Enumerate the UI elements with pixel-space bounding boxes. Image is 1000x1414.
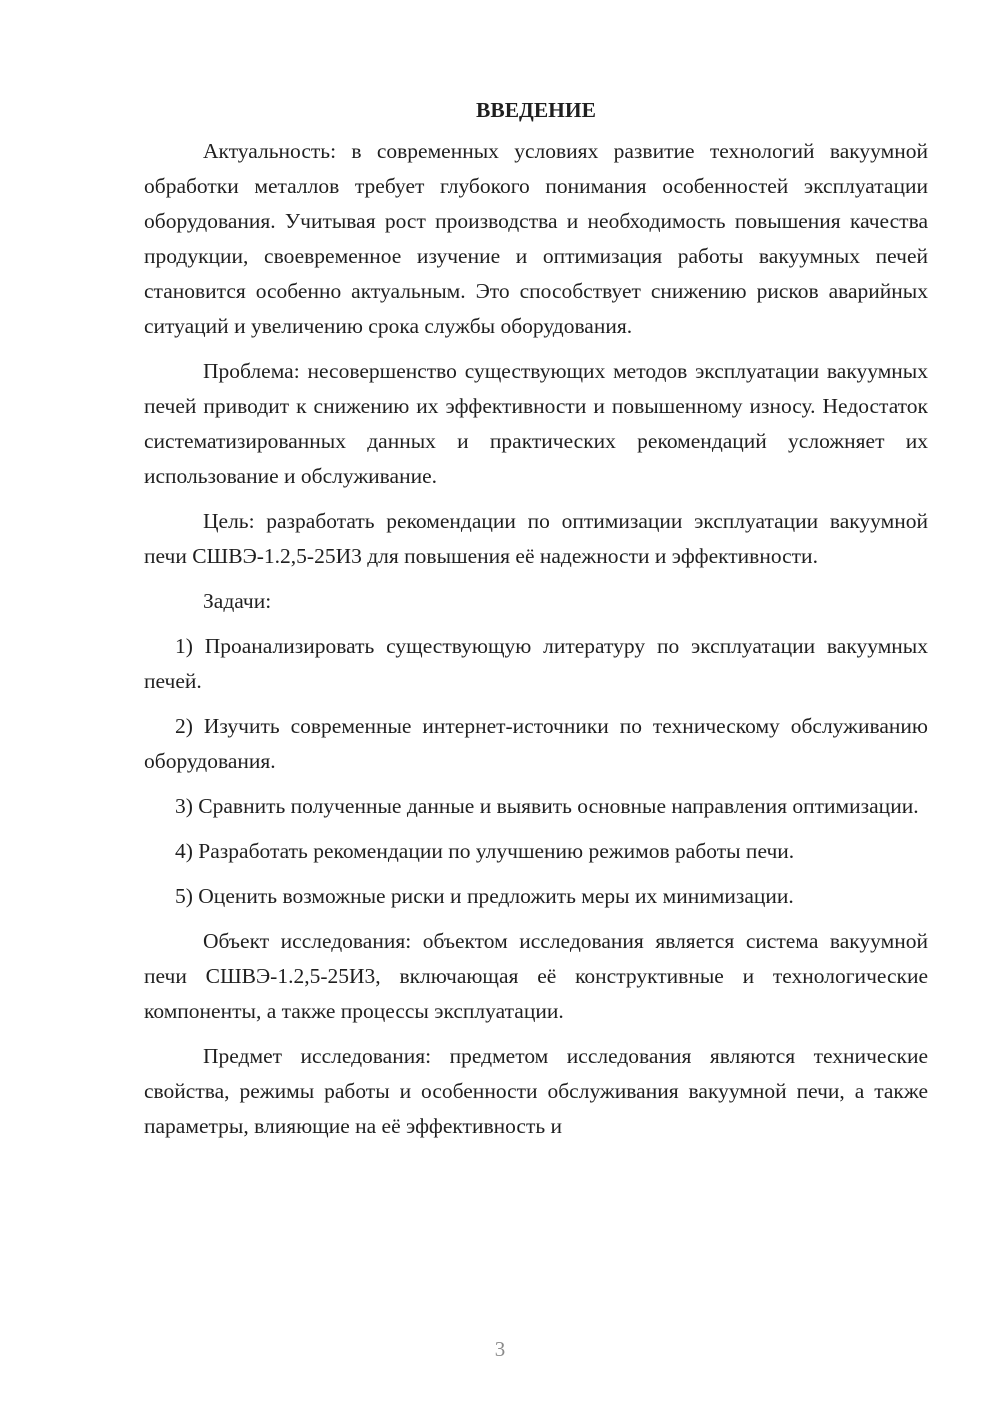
task-item-5: 5) Оценить возможные риски и предложить меры их минимизации. xyxy=(175,884,794,908)
relevance-paragraph: Актуальность: в современных условиях развитие технологий вакуумной обработки металлов требует глубокого понимания особенностей эксплуатации оборудования. Учитывая рост производства и необходимость повышения качества продукции, своевременное изучение и оптимизация работы вакуумных печей становится особенно актуальным. Это способствует снижению рисков аварийных ситуаций и увеличению срока службы оборудования. xyxy=(144,139,928,338)
object-paragraph: Объект исследования: объектом исследования является система вакуумной печи СШВЭ-1.2,5-25И3, включающая её конструктивные и технологические компоненты, а также процессы эксплуатации. xyxy=(144,929,928,1023)
problem-paragraph: Проблема: несовершенство существующих методов эксплуатации вакуумных печей приводит к снижению их эффективности и повышенному износу. Недостаток систематизированных данных и практических рекомендаций усложняет их использование и обслуживание. xyxy=(144,359,928,488)
task-item-2: 2) Изучить современные интернет-источники по техническому обслуживанию оборудования. xyxy=(144,714,928,773)
page-title: ВВЕДЕНИЕ xyxy=(476,98,596,122)
subject-paragraph: Предмет исследования: предметом исследования являются технические свойства, режимы работы и особенности обслуживания вакуумной печи, а также параметры, влияющие на её эффективность и xyxy=(144,1044,928,1138)
task-item-1: 1) Проанализировать существующую литературу по эксплуатации вакуумных печей. xyxy=(144,634,928,693)
page-number: 3 xyxy=(494,1337,506,1361)
task-item-4: 4) Разработать рекомендации по улучшению режимов работы печи. xyxy=(175,839,795,863)
page-content xyxy=(144,93,928,1154)
task-item-3: 3) Сравнить полученные данные и выявить основные направления оптимизации. xyxy=(175,794,919,818)
tasks-heading: Задачи: xyxy=(203,589,272,613)
goal-paragraph: Цель: разработать рекомендации по оптимизации эксплуатации вакуумной печи СШВЭ-1.2,5-25И3 для повышения её надежности и эффективности. xyxy=(144,509,928,568)
